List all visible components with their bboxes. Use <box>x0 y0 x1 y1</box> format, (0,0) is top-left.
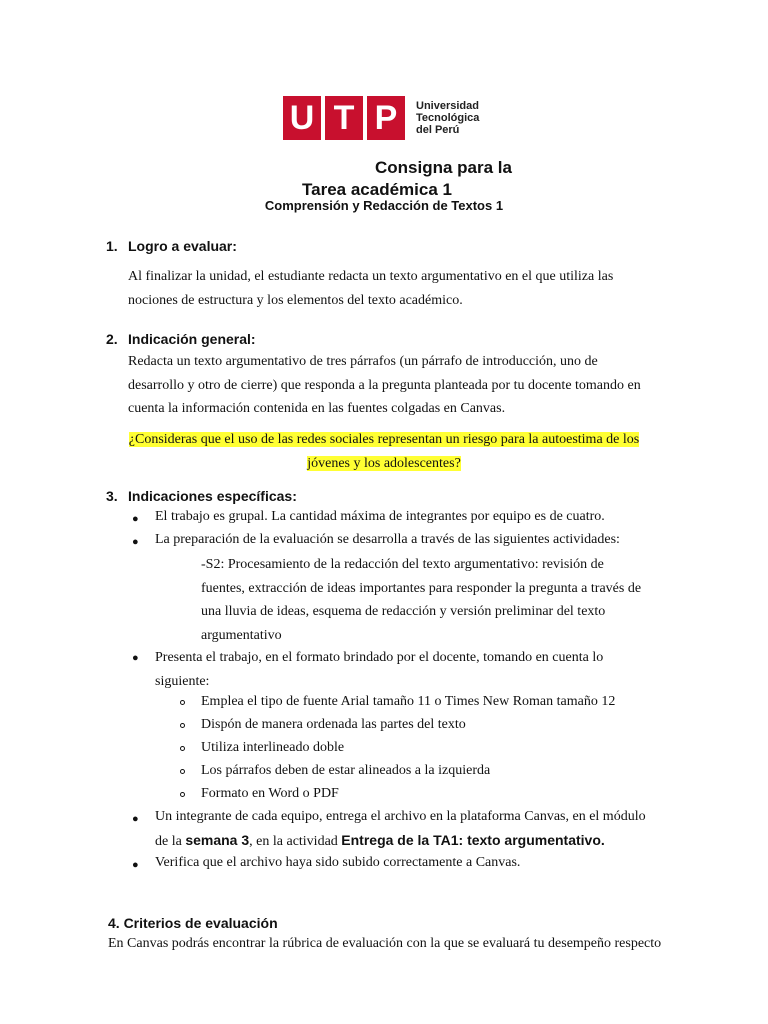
sub-item: Utiliza interlineado doble <box>201 740 345 755</box>
section2-heading: Indicación general: <box>128 331 256 347</box>
paragraph-line: Presenta el trabajo, en el formato brindado por el docente, tomando en cuenta lo <box>155 650 604 665</box>
section1-heading: Logro a evaluar: <box>128 238 237 254</box>
circle-bullet-icon <box>180 723 185 728</box>
bullet-item: El trabajo es grupal. La cantidad máxima de integrantes por equipo es de cuatro. <box>155 509 605 524</box>
logo-text <box>416 96 479 140</box>
activity-label: Entrega de la TA1: texto argumentativo. <box>341 832 605 848</box>
paragraph-line: desarrollo y otro de cierre) que responda a la pregunta planteada por tu docente tomando en <box>128 377 641 393</box>
section3-number: 3. <box>106 488 118 504</box>
paragraph-line: nociones de estructura y los elementos del texto académico. <box>128 292 463 308</box>
circle-bullet-icon <box>180 769 185 774</box>
logo-text-line: Tecnológica <box>416 112 480 124</box>
text-run: , en la actividad <box>249 834 342 849</box>
sub-item: Emplea el tipo de fuente Arial tamaño 11 o Times New Roman tamaño 12 <box>201 694 616 709</box>
sub-item: Los párrafos deben de estar alineados a la izquierda <box>201 763 491 778</box>
logo-text-line: del Perú <box>416 124 460 136</box>
bullet-dot-icon: ● <box>132 513 139 525</box>
text-run: de la <box>155 834 186 849</box>
title-line-1: Consigna para la <box>375 158 512 177</box>
sub-item: Dispón de manera ordenada las partes del texto <box>201 717 466 732</box>
bullet-dot-icon: ● <box>132 859 139 871</box>
logo-letter-t: T <box>325 96 363 140</box>
circle-bullet-icon <box>180 746 185 751</box>
bullet-item: Un integrante de cada equipo, entrega el archivo en la plataforma Canvas, en el módulo <box>155 809 646 824</box>
logo-letter-p: P <box>367 96 405 140</box>
section2-paragraph <box>128 350 656 421</box>
subtitle: Comprensión y Redacción de Textos 1 <box>264 198 504 213</box>
bullet-dot-icon: ● <box>132 536 139 548</box>
logo-text-line: Universidad <box>416 100 479 112</box>
question-line: ¿Consideras que el uso de las redes sociales representan un riesgo para la autoestima de los <box>128 432 640 447</box>
section1-paragraph <box>128 265 656 312</box>
circle-bullet-icon <box>180 792 185 797</box>
paragraph-line: argumentativo <box>201 627 282 643</box>
paragraph-line: siguiente: <box>155 673 210 689</box>
bullet-dot-icon: ● <box>132 813 139 825</box>
paragraph-line: Redacta un texto argumentativo de tres párrafos (un párrafo de introducción, uno de <box>128 354 598 369</box>
title-line-2: Tarea académica 1 <box>302 180 452 199</box>
section1-number: 1. <box>106 238 118 254</box>
utp-logo <box>283 96 479 140</box>
section4-line: En Canvas podrás encontrar la rúbrica de evaluación con la que se evaluará tu desempeño respecto <box>108 936 662 951</box>
paragraph-line: una lluvia de ideas, esquema de redacción y versión preliminar del texto <box>201 604 606 619</box>
bullet-item-continuation <box>155 832 605 850</box>
paragraph-line: -S2: Procesamiento de la redacción del texto argumentativo: revisión de <box>201 557 604 572</box>
circle-bullet-icon <box>180 700 185 705</box>
week-label: semana 3 <box>185 832 250 848</box>
bullet-item: Verifica que el archivo haya sido subido correctamente a Canvas. <box>155 855 521 870</box>
sub-item: Formato en Word o PDF <box>201 786 339 801</box>
highlighted-question <box>112 428 656 475</box>
section2-number: 2. <box>106 331 118 347</box>
section3-heading: Indicaciones específicas: <box>128 488 297 504</box>
s2-paragraph <box>201 553 657 647</box>
paragraph-line: Al finalizar la unidad, el estudiante redacta un texto argumentativo en el que utiliza las <box>128 269 614 284</box>
question-line: jóvenes y los adolescentes? <box>307 455 461 471</box>
paragraph-line: cuenta la información contenida en las fuentes colgadas en Canvas. <box>128 401 506 416</box>
bullet-item <box>155 646 657 693</box>
section4-heading: 4. Criterios de evaluación <box>108 915 278 931</box>
bullet-item: La preparación de la evaluación se desarrolla a través de las siguientes actividades: <box>155 532 620 547</box>
logo-letter-u: U <box>283 96 321 140</box>
bullet-dot-icon: ● <box>132 652 139 664</box>
paragraph-line: fuentes, extracción de ideas importantes para responder la pregunta a través de <box>201 580 642 596</box>
